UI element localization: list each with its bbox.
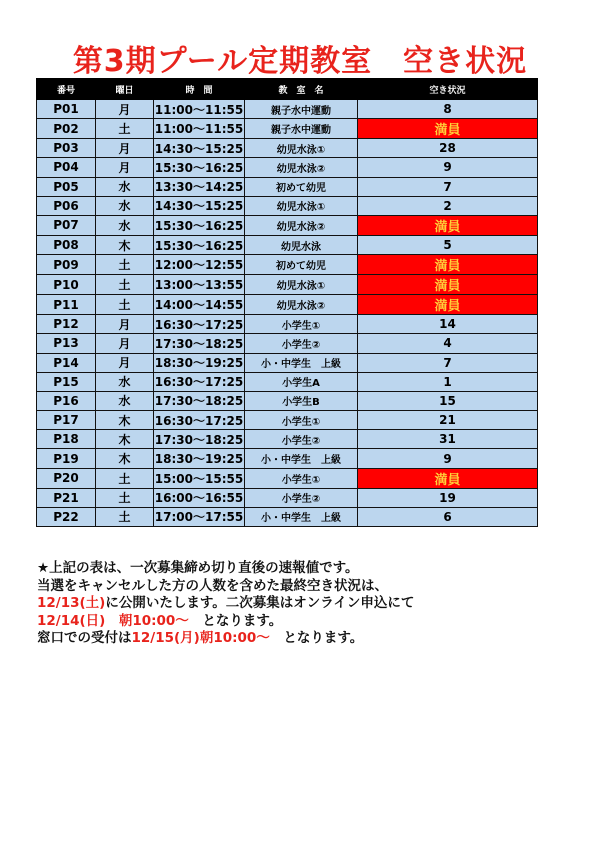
table-row	[37, 177, 538, 196]
class-name: 小・中学生 上級	[245, 507, 358, 526]
note-text: となります。	[269, 630, 364, 646]
time: 13:00～13:55	[154, 275, 245, 295]
class-number: P07	[37, 215, 96, 235]
note-line	[37, 630, 414, 648]
class-name: 小学生①	[245, 315, 358, 334]
time: 14:30～15:25	[154, 196, 245, 215]
day: 木	[96, 235, 154, 254]
counter-start: 12/15(月)朝10:00～	[131, 630, 270, 646]
time: 17:30～18:25	[154, 391, 245, 410]
publish-date: 12/13(土)	[37, 595, 106, 611]
class-name: 幼児水泳②	[245, 295, 358, 315]
class-number: P11	[37, 295, 96, 315]
day: 土	[96, 275, 154, 295]
class-number: P13	[37, 334, 96, 353]
note-line: 当選をキャンセルした方の人数を含めた最終空き状況は、	[37, 577, 388, 594]
header-class: 教 室 名	[245, 79, 358, 100]
class-name: 小学生②	[245, 488, 358, 507]
table-row	[37, 488, 538, 507]
class-number: P14	[37, 353, 96, 372]
time: 14:00～14:55	[154, 295, 245, 315]
notes	[37, 560, 414, 648]
class-name: 幼児水泳①	[245, 275, 358, 295]
note-line: ★上記の表は、一次募集締め切り直後の速報値です。	[37, 560, 359, 576]
table-row	[37, 255, 538, 275]
class-number: P21	[37, 488, 96, 507]
day: 月	[96, 334, 154, 353]
availability: 満員	[358, 275, 538, 295]
class-number: P08	[37, 235, 96, 254]
table-row	[37, 315, 538, 334]
day: 水	[96, 177, 154, 196]
availability-table	[36, 78, 538, 527]
note-line	[37, 613, 414, 631]
table-row	[37, 100, 538, 119]
table-row	[37, 158, 538, 177]
time: 17:30～18:25	[154, 430, 245, 449]
table-row	[37, 119, 538, 139]
class-name: 小学生B	[245, 391, 358, 410]
day: 月	[96, 353, 154, 372]
availability: 満員	[358, 215, 538, 235]
availability: 5	[358, 235, 538, 254]
class-number: P01	[37, 100, 96, 119]
note-text: 窓口での受付は	[37, 630, 132, 646]
time: 18:30～19:25	[154, 449, 245, 468]
day: 土	[96, 488, 154, 507]
class-number: P03	[37, 139, 96, 158]
availability: 6	[358, 507, 538, 526]
day: 月	[96, 315, 154, 334]
table-row	[37, 275, 538, 295]
class-number: P20	[37, 468, 96, 488]
time: 16:30～17:25	[154, 411, 245, 430]
table-header	[37, 79, 538, 100]
class-name: 小学生①	[245, 468, 358, 488]
class-number: P06	[37, 196, 96, 215]
header-time: 時 間	[154, 79, 245, 100]
header-number: 番号	[37, 79, 96, 100]
availability: 1	[358, 372, 538, 391]
table-row	[37, 391, 538, 410]
time: 18:30～19:25	[154, 353, 245, 372]
availability: 7	[358, 177, 538, 196]
availability: 満員	[358, 119, 538, 139]
time: 15:30～16:25	[154, 235, 245, 254]
day: 木	[96, 430, 154, 449]
class-name: 幼児水泳②	[245, 158, 358, 177]
availability: 満員	[358, 255, 538, 275]
time: 17:30～18:25	[154, 334, 245, 353]
availability: 14	[358, 315, 538, 334]
class-name: 幼児水泳①	[245, 196, 358, 215]
time: 16:30～17:25	[154, 315, 245, 334]
class-name: 小学生①	[245, 411, 358, 430]
time: 12:00～12:55	[154, 255, 245, 275]
availability: 21	[358, 411, 538, 430]
day: 月	[96, 158, 154, 177]
availability: 19	[358, 488, 538, 507]
header-availability: 空き状況	[358, 79, 538, 100]
online-start: 12/14(日) 朝10:00～	[37, 612, 189, 629]
table-row	[37, 139, 538, 158]
time: 13:30～14:25	[154, 177, 245, 196]
day: 土	[96, 507, 154, 526]
time: 14:30～15:25	[154, 139, 245, 158]
class-name: 小学生A	[245, 372, 358, 391]
day: 土	[96, 468, 154, 488]
class-name: 幼児水泳①	[245, 139, 358, 158]
class-number: P09	[37, 255, 96, 275]
table-row	[37, 468, 538, 488]
availability: 8	[358, 100, 538, 119]
class-name: 幼児水泳	[245, 235, 358, 254]
time: 16:00～16:55	[154, 488, 245, 507]
time: 11:00～11:55	[154, 100, 245, 119]
header-day: 曜日	[96, 79, 154, 100]
class-name: 小学生②	[245, 430, 358, 449]
day: 木	[96, 449, 154, 468]
table-row	[37, 196, 538, 215]
class-name: 親子水中運動	[245, 119, 358, 139]
table-row	[37, 353, 538, 372]
class-name: 幼児水泳②	[245, 215, 358, 235]
class-number: P18	[37, 430, 96, 449]
availability: 15	[358, 391, 538, 410]
day: 水	[96, 372, 154, 391]
availability: 2	[358, 196, 538, 215]
class-name: 初めて幼児	[245, 255, 358, 275]
class-name: 初めて幼児	[245, 177, 358, 196]
class-name: 小・中学生 上級	[245, 353, 358, 372]
time: 16:30～17:25	[154, 372, 245, 391]
day: 水	[96, 215, 154, 235]
time: 15:30～16:25	[154, 158, 245, 177]
availability: 満員	[358, 468, 538, 488]
availability: 28	[358, 139, 538, 158]
class-number: P17	[37, 411, 96, 430]
day: 月	[96, 139, 154, 158]
time: 15:00～15:55	[154, 468, 245, 488]
availability: 満員	[358, 295, 538, 315]
table-row	[37, 235, 538, 254]
class-name: 小学生②	[245, 334, 358, 353]
day: 土	[96, 119, 154, 139]
class-number: P02	[37, 119, 96, 139]
availability: 9	[358, 158, 538, 177]
class-number: P16	[37, 391, 96, 410]
class-name: 小・中学生 上級	[245, 449, 358, 468]
time: 15:30～16:25	[154, 215, 245, 235]
availability: 4	[358, 334, 538, 353]
availability: 7	[358, 353, 538, 372]
table-row	[37, 449, 538, 468]
availability: 9	[358, 449, 538, 468]
class-number: P22	[37, 507, 96, 526]
day: 土	[96, 255, 154, 275]
note-text: となります。	[188, 612, 283, 629]
table-row	[37, 215, 538, 235]
class-number: P04	[37, 158, 96, 177]
day: 水	[96, 391, 154, 410]
table-row	[37, 507, 538, 526]
table-row	[37, 411, 538, 430]
page-title: 第3期プール定期教室 空き状況	[72, 44, 528, 79]
note-text: に公開いたします。二次募集はオンライン申込にて	[105, 595, 415, 611]
class-number: P12	[37, 315, 96, 334]
day: 月	[96, 100, 154, 119]
table-row	[37, 372, 538, 391]
time: 17:00～17:55	[154, 507, 245, 526]
class-number: P10	[37, 275, 96, 295]
day: 水	[96, 196, 154, 215]
time: 11:00～11:55	[154, 119, 245, 139]
day: 木	[96, 411, 154, 430]
availability: 31	[358, 430, 538, 449]
note-line	[37, 595, 414, 613]
class-number: P05	[37, 177, 96, 196]
class-number: P19	[37, 449, 96, 468]
table-row	[37, 430, 538, 449]
table-row	[37, 334, 538, 353]
table-row	[37, 295, 538, 315]
day: 土	[96, 295, 154, 315]
class-name: 親子水中運動	[245, 100, 358, 119]
class-number: P15	[37, 372, 96, 391]
